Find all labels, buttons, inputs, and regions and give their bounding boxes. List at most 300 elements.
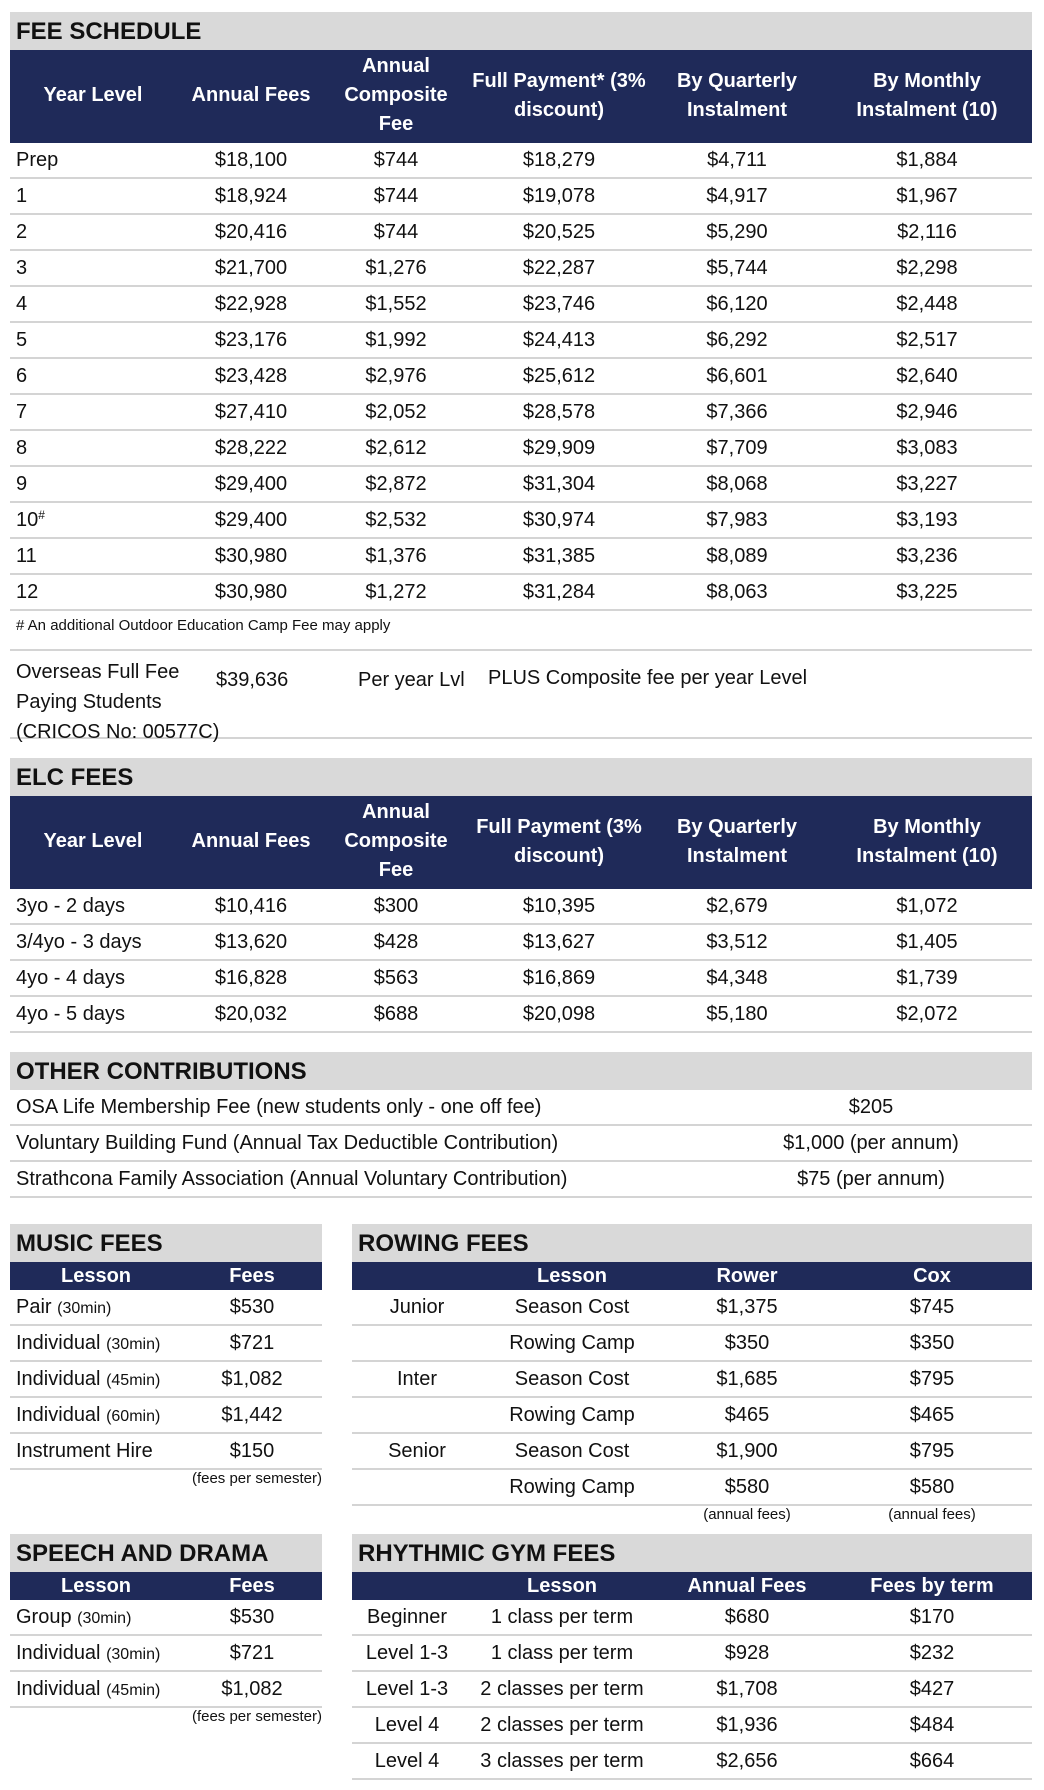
lesson-name: Individual [16,1331,101,1354]
table-row [10,286,1032,322]
lesson-duration: (30min) [57,1299,112,1317]
composite-fee-cell: $2,612 [326,430,466,466]
quarterly-cell: $6,601 [652,358,822,394]
monthly-cell: $2,116 [822,214,1032,250]
monthly-cell: $1,072 [822,889,1032,924]
annual-fee-cell: $22,928 [176,286,326,322]
table-row [10,358,1032,394]
composite-fee-cell: $2,532 [326,502,466,538]
contribution-label: Strathcona Family Association (Annual Voluntary Contribution) [10,1161,710,1197]
fee-cell: $150 [182,1433,322,1469]
quarterly-cell: $8,089 [652,538,822,574]
cox-fee-cell: $580 [832,1469,1032,1505]
rhythmic-col-level [352,1572,462,1600]
speech-drama-table [10,1572,322,1708]
annual-fee-cell: $27,410 [176,394,326,430]
composite-fee-cell: $1,276 [326,250,466,286]
contribution-amount: $1,000 (per annum) [710,1125,1032,1161]
lesson-cell [10,1361,182,1397]
composite-fee-cell: $688 [326,996,466,1032]
quarterly-cell: $7,983 [652,502,822,538]
rhythmic-gym-body [352,1600,1032,1779]
year-level-label: 5 [16,328,28,351]
lesson-duration: (30min) [106,1645,161,1663]
full-payment-cell: $13,627 [466,924,652,960]
annual-fee-cell: $1,936 [662,1707,832,1743]
other-contributions-table [10,1090,1032,1198]
music-col-lesson: Lesson [10,1262,182,1290]
lesson-name: Pair [16,1295,52,1318]
table-row [10,502,1032,538]
year-level-cell [10,466,176,502]
speech-col-fees: Fees [182,1572,322,1600]
level-cell: Beginner [352,1600,462,1635]
lesson-cell: 3 classes per term [462,1743,662,1779]
year-level-label: 7 [16,400,28,423]
year-level-cell [10,574,176,610]
lesson-cell [10,1433,182,1469]
lesson-name: Individual [16,1367,101,1390]
composite-fee-cell: $1,992 [326,322,466,358]
year-level-cell: 3/4yo - 3 days [10,924,176,960]
table-row [10,1671,322,1707]
fee-cell: $721 [182,1635,322,1671]
annual-fee-cell: $21,700 [176,250,326,286]
table-row [10,394,1032,430]
table-row [352,1671,1032,1707]
lesson-cell [10,1671,182,1707]
year-level-cell [10,286,176,322]
lesson-cell: Season Cost [482,1433,662,1469]
full-payment-cell: $10,395 [466,889,652,924]
composite-fee-cell: $1,376 [326,538,466,574]
composite-fee-cell: $1,272 [326,574,466,610]
elc-header-row [10,796,1032,889]
quarterly-cell: $5,290 [652,214,822,250]
monthly-cell: $2,517 [822,322,1032,358]
contribution-label: OSA Life Membership Fee (new students only - one off fee) [10,1090,710,1125]
full-payment-cell: $31,304 [466,466,652,502]
lesson-cell: Rowing Camp [482,1325,662,1361]
lesson-cell [10,1290,182,1325]
table-row [10,574,1032,610]
overseas-row [10,651,1032,743]
lesson-cell: 1 class per term [462,1635,662,1671]
full-payment-cell: $16,869 [466,960,652,996]
rowing-group-cell [352,1397,482,1433]
cox-fee-cell: $350 [832,1325,1032,1361]
music-fees-section [10,1224,322,1487]
table-row [352,1397,1032,1433]
elc-col-composite-fee: Annual Composite Fee [326,796,466,889]
table-row [10,960,1032,996]
full-payment-cell: $30,974 [466,502,652,538]
table-row [10,250,1032,286]
monthly-cell: $2,072 [822,996,1032,1032]
table-row [352,1433,1032,1469]
elc-col-quarterly: By Quarterly Instalment [652,796,822,889]
quarterly-cell: $3,512 [652,924,822,960]
col-header-year-level: Year Level [10,50,176,143]
annual-fee-cell: $30,980 [176,574,326,610]
annual-fee-cell: $30,980 [176,538,326,574]
term-fee-cell: $170 [832,1600,1032,1635]
rower-fee-cell: $350 [662,1325,832,1361]
annual-fee-cell: $13,620 [176,924,326,960]
rower-fee-cell: $580 [662,1469,832,1505]
monthly-cell: $3,083 [822,430,1032,466]
monthly-cell: $2,448 [822,286,1032,322]
composite-fee-cell: $2,052 [326,394,466,430]
full-payment-cell: $31,385 [466,538,652,574]
year-level-cell: 4yo - 5 days [10,996,176,1032]
quarterly-cell: $4,348 [652,960,822,996]
monthly-cell: $1,884 [822,143,1032,178]
lesson-cell: 2 classes per term [462,1671,662,1707]
rowing-group-cell [352,1325,482,1361]
monthly-cell: $2,298 [822,250,1032,286]
fee-cell: $530 [182,1600,322,1635]
cox-fee-cell: $745 [832,1290,1032,1325]
annual-fee-cell: $29,400 [176,466,326,502]
annual-fee-cell: $1,708 [662,1671,832,1707]
lesson-cell: Season Cost [482,1290,662,1325]
table-row [10,1161,1032,1197]
overseas-amount: $39,636 [216,669,289,691]
table-row [10,1397,322,1433]
year-level-cell [10,214,176,250]
overseas-label [16,657,219,747]
rowing-col-rower: Rower [662,1262,832,1290]
level-cell: Level 4 [352,1707,462,1743]
table-row [10,924,1032,960]
rowing-notes [352,1506,1032,1528]
monthly-cell: $3,227 [822,466,1032,502]
lesson-cell: 1 class per term [462,1600,662,1635]
year-level-cell [10,538,176,574]
monthly-cell: $2,946 [822,394,1032,430]
year-level-label: 1 [16,184,28,207]
elc-col-monthly: By Monthly Instalment (10) [822,796,1032,889]
rowing-fees-table [352,1262,1032,1506]
speech-drama-section [10,1534,322,1725]
speech-drama-title: SPEECH AND DRAMA [10,1534,322,1572]
annual-fee-cell: $23,176 [176,322,326,358]
composite-fee-cell: $300 [326,889,466,924]
cox-fee-cell: $795 [832,1433,1032,1469]
rowing-note-rower: (annual fees) [703,1506,791,1523]
music-note: (fees per semester) [191,1470,322,1487]
fee-cell: $530 [182,1290,322,1325]
annual-fee-cell: $10,416 [176,889,326,924]
rhythmic-header-row [352,1572,1032,1600]
table-row [10,1361,322,1397]
composite-fee-cell: $2,976 [326,358,466,394]
year-level-label: 11 [16,544,37,567]
composite-fee-cell: $563 [326,960,466,996]
monthly-cell: $3,225 [822,574,1032,610]
rowing-col-cox: Cox [832,1262,1032,1290]
col-header-monthly: By Monthly Instalment (10) [822,50,1032,143]
monthly-cell: $1,739 [822,960,1032,996]
contribution-amount: $75 (per annum) [710,1161,1032,1197]
composite-fee-cell: $2,872 [326,466,466,502]
rower-fee-cell: $1,900 [662,1433,832,1469]
rower-fee-cell: $465 [662,1397,832,1433]
full-payment-cell: $22,287 [466,250,652,286]
composite-fee-cell: $1,552 [326,286,466,322]
year-level-cell [10,430,176,466]
lesson-cell [10,1397,182,1433]
lesson-cell: Rowing Camp [482,1469,662,1505]
quarterly-cell: $8,068 [652,466,822,502]
full-payment-cell: $23,746 [466,286,652,322]
year-level-cell [10,143,176,178]
fee-schedule-table [10,50,1032,611]
overseas-label-line2: Paying Students [16,691,162,713]
col-header-quarterly: By Quarterly Instalment [652,50,822,143]
lesson-name: Group [16,1605,72,1628]
composite-fee-cell: $744 [326,143,466,178]
annual-fee-cell: $20,032 [176,996,326,1032]
year-level-cell [10,250,176,286]
quarterly-cell: $6,120 [652,286,822,322]
monthly-cell: $1,967 [822,178,1032,214]
lesson-name: Instrument Hire [16,1439,153,1462]
composite-fee-cell: $428 [326,924,466,960]
monthly-cell: $2,640 [822,358,1032,394]
table-row [352,1361,1032,1397]
lesson-cell [10,1600,182,1635]
fee-cell: $1,082 [182,1361,322,1397]
elc-fees-title: ELC FEES [10,758,1032,796]
elc-col-year-level: Year Level [10,796,176,889]
table-row [352,1325,1032,1361]
rowing-col-lesson: Lesson [482,1262,662,1290]
overseas-label-line1: Overseas Full Fee [16,661,180,683]
annual-fee-cell: $20,416 [176,214,326,250]
lesson-name: Individual [16,1403,101,1426]
rowing-header-row [352,1262,1032,1290]
annual-fee-cell: $18,924 [176,178,326,214]
table-row [10,889,1032,924]
table-row [10,1125,1032,1161]
table-row [10,1600,322,1635]
level-cell: Level 1-3 [352,1671,462,1707]
music-fees-table [10,1262,322,1470]
level-cell: Level 1-3 [352,1635,462,1671]
rhythmic-gym-title: RHYTHMIC GYM FEES [352,1534,1032,1572]
fee-cell: $1,082 [182,1671,322,1707]
composite-fee-cell: $744 [326,214,466,250]
full-payment-cell: $24,413 [466,322,652,358]
table-row [10,1325,322,1361]
table-row [10,430,1032,466]
table-row [352,1635,1032,1671]
full-payment-cell: $19,078 [466,178,652,214]
annual-fee-cell: $928 [662,1635,832,1671]
fee-cell: $1,442 [182,1397,322,1433]
rhythmic-col-term: Fees by term [832,1572,1032,1600]
year-level-label: 2 [16,220,28,243]
year-level-cell [10,358,176,394]
music-header-row [10,1262,322,1290]
rhythmic-col-lesson: Lesson [462,1572,662,1600]
annual-fee-cell: $16,828 [176,960,326,996]
rowing-group-cell: Junior [352,1290,482,1325]
cox-fee-cell: $795 [832,1361,1032,1397]
table-row [352,1743,1032,1779]
fee-cell: $721 [182,1325,322,1361]
year-level-cell [10,394,176,430]
table-row [10,1090,1032,1125]
lesson-duration: (30min) [77,1609,132,1627]
full-payment-cell: $31,284 [466,574,652,610]
table-row [10,466,1032,502]
year-level-label: 8 [16,436,28,459]
table-row [352,1707,1032,1743]
quarterly-cell: $4,917 [652,178,822,214]
table-row [10,214,1032,250]
rowing-group-cell [352,1469,482,1505]
year-level-cell: 3yo - 2 days [10,889,176,924]
year-level-label: 10 [16,508,39,531]
year-level-cell [10,502,176,538]
quarterly-cell: $7,366 [652,394,822,430]
table-row [352,1600,1032,1635]
rowing-group-cell: Inter [352,1361,482,1397]
quarterly-cell: $6,292 [652,322,822,358]
cox-fee-cell: $465 [832,1397,1032,1433]
table-row [10,322,1032,358]
full-payment-cell: $25,612 [466,358,652,394]
speech-col-lesson: Lesson [10,1572,182,1600]
lesson-cell [10,1325,182,1361]
fee-schedule-title: FEE SCHEDULE [10,12,1032,50]
contribution-label: Voluntary Building Fund (Annual Tax Deductible Contribution) [10,1125,710,1161]
lesson-cell [10,1635,182,1671]
monthly-cell: $1,405 [822,924,1032,960]
footnote-marker: # [38,507,45,522]
elc-fees-table [10,796,1032,1033]
lesson-duration: (30min) [106,1335,161,1353]
rhythmic-gym-section [352,1534,1032,1780]
rowing-note-cox: (annual fees) [888,1506,976,1523]
table-row [10,996,1032,1032]
lesson-duration: (45min) [106,1681,161,1699]
monthly-cell: $3,193 [822,502,1032,538]
table-row [10,1635,322,1671]
year-level-label: 12 [16,580,39,603]
elc-col-full-payment: Full Payment (3% discount) [466,796,652,889]
rowing-fees-body [352,1290,1032,1505]
speech-drama-body [10,1600,322,1707]
fee-schedule-section [10,12,1032,743]
contribution-amount: $205 [710,1090,1032,1125]
rowing-col-group [352,1262,482,1290]
elc-fees-section [10,758,1032,1033]
term-fee-cell: $484 [832,1707,1032,1743]
rhythmic-col-annual: Annual Fees [662,1572,832,1600]
table-row [10,1433,322,1469]
full-payment-cell: $28,578 [466,394,652,430]
lesson-name: Individual [16,1677,101,1700]
other-contributions-section [10,1052,1032,1198]
annual-fee-cell: $2,656 [662,1743,832,1779]
other-contributions-title: OTHER CONTRIBUTIONS [10,1052,1032,1090]
col-header-full-payment: Full Payment* (3% discount) [466,50,652,143]
lesson-name: Individual [16,1641,101,1664]
elc-col-annual-fees: Annual Fees [176,796,326,889]
table-row [352,1290,1032,1325]
full-payment-cell: $20,525 [466,214,652,250]
quarterly-cell: $5,180 [652,996,822,1032]
annual-fee-cell: $18,100 [176,143,326,178]
quarterly-cell: $5,744 [652,250,822,286]
quarterly-cell: $2,679 [652,889,822,924]
overseas-per: Per year Lvl [358,669,465,691]
music-fees-body [10,1290,322,1469]
table-row [10,538,1032,574]
year-level-cell [10,322,176,358]
table-row [10,178,1032,214]
term-fee-cell: $232 [832,1635,1032,1671]
rower-fee-cell: $1,685 [662,1361,832,1397]
music-col-fees: Fees [182,1262,322,1290]
fee-schedule-header-row [10,50,1032,143]
speech-header-row [10,1572,322,1600]
quarterly-cell: $8,063 [652,574,822,610]
year-level-label: 3 [16,256,28,279]
col-header-composite-fee: Annual Composite Fee [326,50,466,143]
lesson-cell: Rowing Camp [482,1397,662,1433]
lesson-cell: 2 classes per term [462,1707,662,1743]
table-row [10,1290,322,1325]
table-row [10,143,1032,178]
full-payment-cell: $18,279 [466,143,652,178]
quarterly-cell: $7,709 [652,430,822,466]
rowing-group-cell: Senior [352,1433,482,1469]
elc-fees-body [10,889,1032,1032]
lesson-duration: (45min) [106,1371,161,1389]
overseas-label-line3: (CRICOS No: 00577C) [16,721,220,743]
year-level-label: Prep [16,148,59,171]
annual-fee-cell: $28,222 [176,430,326,466]
col-header-annual-fees: Annual Fees [176,50,326,143]
year-level-label: 9 [16,472,28,495]
speech-note: (fees per semester) [191,1708,322,1725]
lesson-duration: (60min) [106,1407,161,1425]
lesson-cell: Season Cost [482,1361,662,1397]
year-level-cell: 4yo - 4 days [10,960,176,996]
year-level-label: 6 [16,364,28,387]
annual-fee-cell: $29,400 [176,502,326,538]
annual-fee-cell: $680 [662,1600,832,1635]
term-fee-cell: $664 [832,1743,1032,1779]
monthly-cell: $3,236 [822,538,1032,574]
other-contributions-body [10,1090,1032,1197]
rowing-fees-title: ROWING FEES [352,1224,1032,1262]
music-fees-title: MUSIC FEES [10,1224,322,1262]
rowing-fees-section [352,1224,1032,1528]
quarterly-cell: $4,711 [652,143,822,178]
annual-fee-cell: $23,428 [176,358,326,394]
rower-fee-cell: $1,375 [662,1290,832,1325]
year-level-cell [10,178,176,214]
year-level-label: 4 [16,292,28,315]
fee-schedule-body [10,143,1032,610]
rhythmic-gym-table [352,1572,1032,1780]
